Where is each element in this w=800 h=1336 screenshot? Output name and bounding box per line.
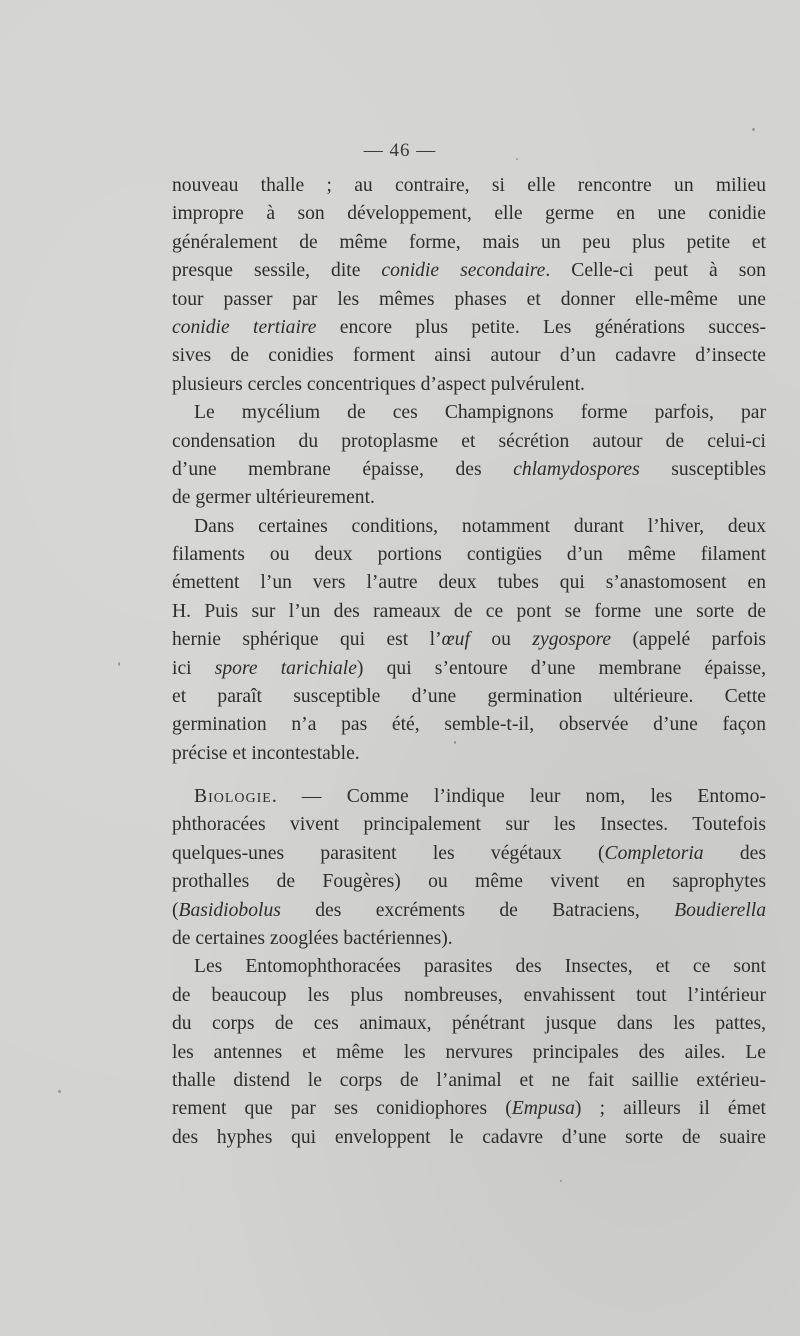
text-line: rement que par ses conidiophores (Empusa) ; ailleurs il émet <box>172 1098 766 1120</box>
italic-term: chlamydospores <box>513 458 640 480</box>
text-line: phthoracées vivent principalement sur les Insectes. Toutefois <box>172 814 766 836</box>
text-line: de germer ultérieurement. <box>172 487 375 509</box>
text-block-upper <box>172 172 766 768</box>
text-line: de beaucoup les plus nombreuses, envahissent tout l’intérieur <box>172 984 766 1006</box>
text-line: Dans certaines conditions, notamment durant l’hiver, deux <box>194 515 766 537</box>
italic-term: Boudierella <box>674 899 766 921</box>
text-line: les antennes et même les nervures principales des ailes. Le <box>172 1041 766 1063</box>
text-block-lower <box>172 783 766 1152</box>
italic-term: Empusa <box>511 1098 575 1120</box>
paper-speck <box>752 128 755 131</box>
text-line: condensation du protoplasme et sécrétion autour de celui-ci <box>172 430 766 452</box>
text-line: émettent l’un vers l’autre deux tubes qui s’anastomosent en <box>172 572 766 594</box>
text-line: de certaines zooglées bactériennes). <box>172 927 453 949</box>
text-line: (Basidiobolus des excréments de Batraciens, Boudierella <box>172 899 766 921</box>
text-line: ici spore tarichiale) qui s’entoure d’une membrane épaisse, <box>172 657 766 679</box>
text-line: thalle distend le corps de l’animal et ne fait saillie extérieu- <box>172 1069 766 1091</box>
italic-term: conidie secondaire <box>381 260 546 282</box>
text-line: quelques-unes parasitent les végétaux (Completoria des <box>172 842 766 864</box>
text-line: filaments ou deux portions contigües d’un même filament <box>172 544 766 566</box>
text-line: d’une membrane épaisse, des chlamydospores susceptibles <box>172 458 766 480</box>
section-heading: Biologie <box>194 786 272 807</box>
paper-speck <box>454 741 456 744</box>
text-line: sives de conidies forment ainsi autour d’un cadavre d’insecte <box>172 345 766 367</box>
paper-speck <box>118 662 120 666</box>
italic-term: Basidiobolus <box>178 899 281 921</box>
paper-speck <box>560 1180 562 1182</box>
text-line: Les Entomophthoracées parasites des Insectes, et ce sont <box>194 956 766 978</box>
text-line: prothalles de Fougères) ou même vivent en saprophytes <box>172 871 766 893</box>
italic-term: zygospore <box>532 629 612 651</box>
text-line: H. Puis sur l’un des rameaux de ce pont se forme une sorte de <box>172 600 766 622</box>
text-line: germination n’a pas été, semble-t-il, observée d’une façon <box>172 714 766 736</box>
text-line: Biologie. — Comme l’indique leur nom, les Entomo- <box>194 786 766 807</box>
paper-speck <box>516 158 518 160</box>
text-line: presque sessile, dite conidie secondaire. Celle-ci peut à son <box>172 260 766 282</box>
text-line: précise et incontestable. <box>172 742 360 764</box>
text-line: du corps de ces animaux, pénétrant jusque dans les pattes, <box>172 1013 766 1035</box>
text-line: conidie tertiaire encore plus petite. Les générations succes- <box>172 316 766 338</box>
text-line: Le mycélium de ces Champignons forme parfois, par <box>194 402 766 424</box>
text-line: tour passer par les mêmes phases et donner elle-même une <box>172 288 766 310</box>
italic-term: Completoria <box>604 842 704 864</box>
italic-term: spore tarichiale <box>214 657 357 679</box>
italic-term: œuf <box>441 629 470 651</box>
paper-speck <box>58 1090 61 1093</box>
text-line: nouveau thalle ; au contraire, si elle rencontre un milieu <box>172 175 766 196</box>
text-line: généralement de même forme, mais un peu plus petite et <box>172 231 766 253</box>
text-line: hernie sphérique qui est l’œuf ou zygospore (appelé parfois <box>172 629 766 651</box>
text-line: et paraît susceptible d’une germination ultérieure. Cette <box>172 686 766 708</box>
text-line: impropre à son développement, elle germe en une conidie <box>172 203 766 225</box>
text-line: des hyphes qui enveloppent le cadavre d’une sorte de suaire <box>172 1126 766 1148</box>
italic-term: conidie tertiaire <box>172 316 317 338</box>
page-number: — 46 — <box>363 140 437 161</box>
text-line: plusieurs cercles concentriques d’aspect pulvérulent. <box>172 373 585 395</box>
